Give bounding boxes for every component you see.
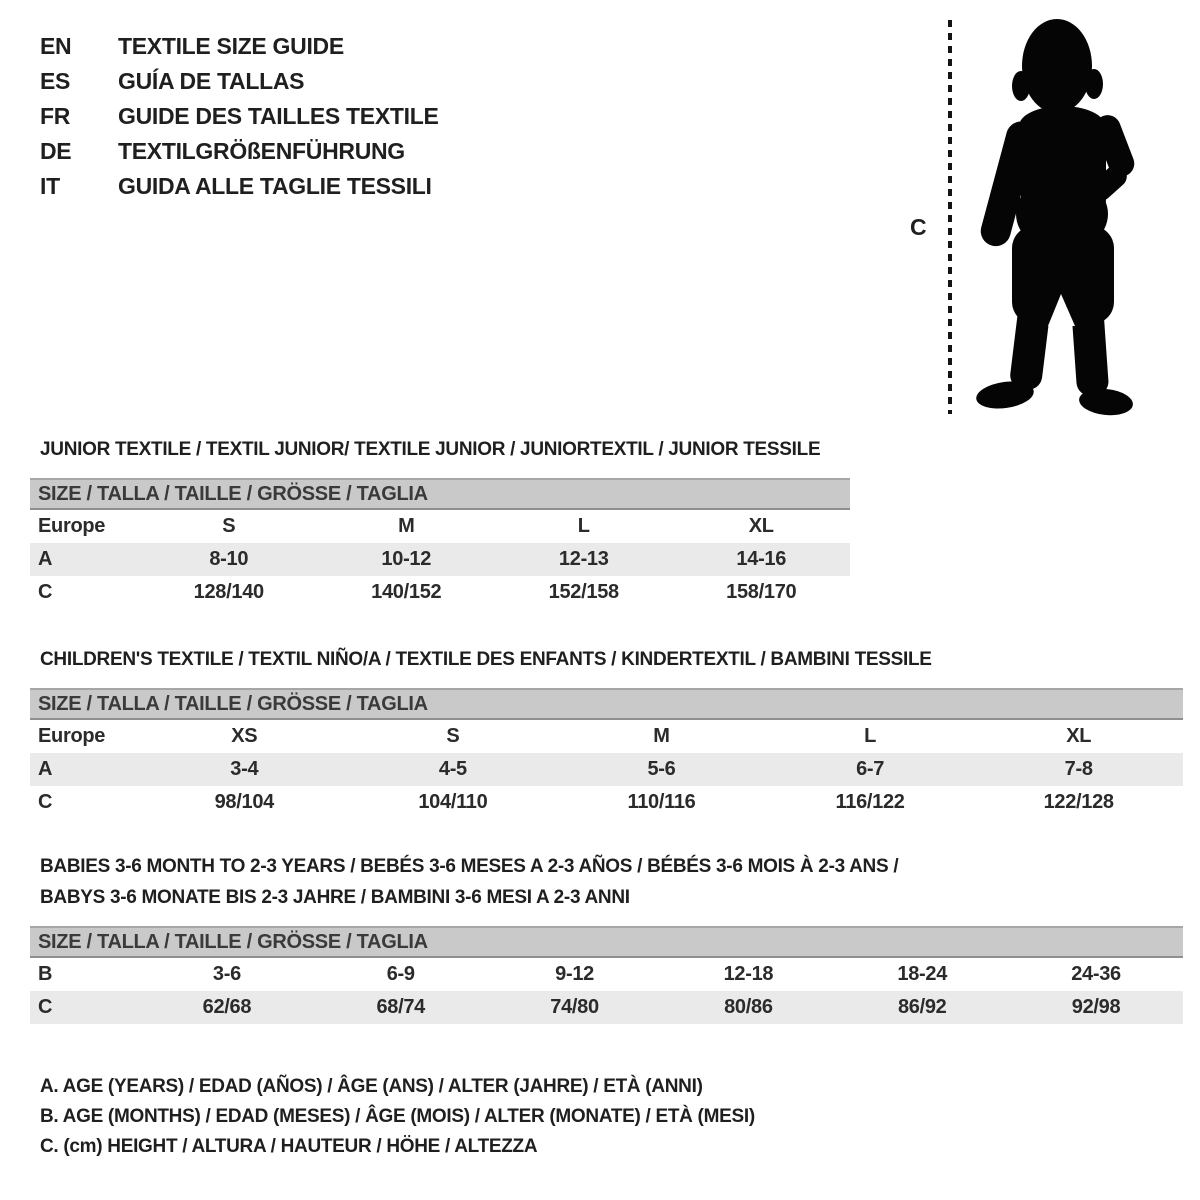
table-row bbox=[30, 991, 1183, 1024]
table-cell: 80/86 bbox=[724, 996, 773, 1018]
table-cell: 14-16 bbox=[736, 548, 787, 570]
legend-line-a: A. AGE (YEARS) / EDAD (AÑOS) / ÂGE (ANS) / ALTER (JAHRE) / ETÀ (ANNI) bbox=[40, 1076, 703, 1097]
row-label: Europe bbox=[38, 515, 106, 537]
table-cell: M bbox=[398, 515, 415, 537]
row-label: A bbox=[38, 548, 53, 570]
language-row bbox=[40, 134, 439, 169]
table-cell: 140/152 bbox=[371, 581, 442, 603]
language-code: FR bbox=[40, 103, 71, 129]
row-label: C bbox=[38, 996, 53, 1018]
size-header-bar: SIZE / TALLA / TAILLE / GRÖSSE / TAGLIA bbox=[30, 478, 850, 510]
language-code: EN bbox=[40, 33, 72, 59]
table-cell: S bbox=[222, 515, 236, 537]
language-title: TEXTILGRÖßENFÜHRUNG bbox=[118, 138, 405, 164]
childrens-textile-title: CHILDREN'S TEXTILE / TEXTIL NIÑO/A / TEXTILE DES ENFANTS / KINDERTEXTIL / BAMBINI TESSILE bbox=[40, 649, 932, 670]
table-cell: XL bbox=[748, 515, 774, 537]
table-cell: 68/74 bbox=[376, 996, 426, 1018]
language-code: DE bbox=[40, 138, 72, 164]
babies-title-line2: BABYS 3-6 MONATE BIS 2-3 JAHRE / BAMBINI 3-6 MESI A 2-3 ANNI bbox=[40, 887, 630, 908]
language-row bbox=[40, 169, 439, 204]
language-row bbox=[40, 29, 439, 64]
toddler-silhouette-icon bbox=[965, 14, 1140, 419]
table-cell: 74/80 bbox=[550, 996, 599, 1018]
table-row bbox=[30, 786, 1183, 819]
table-cell: 9-12 bbox=[555, 963, 594, 985]
row-label: B bbox=[38, 963, 53, 985]
table-row bbox=[30, 543, 850, 576]
babies-title-line1: BABIES 3-6 MONTH TO 2-3 YEARS / BEBÉS 3-6 MESES A 2-3 AÑOS / BÉBÉS 3-6 MOIS À 2-3 ANS / bbox=[40, 856, 899, 877]
table-cell: 152/158 bbox=[548, 581, 619, 603]
table-row bbox=[30, 576, 850, 609]
babies-textile-table bbox=[30, 926, 1183, 1024]
language-code: ES bbox=[40, 68, 71, 94]
table-cell: 12-13 bbox=[558, 548, 609, 570]
legend-line-c: C. (cm) HEIGHT / ALTURA / HAUTEUR / HÖHE / ALTEZZA bbox=[40, 1136, 538, 1157]
table-cell: 6-9 bbox=[386, 963, 415, 985]
table-cell: 110/116 bbox=[627, 791, 696, 813]
table-cell: 128/140 bbox=[193, 581, 264, 603]
table-cell: M bbox=[653, 725, 670, 747]
language-title: GUIDE DES TAILLES TEXTILE bbox=[118, 103, 439, 129]
table-cell: 3-6 bbox=[212, 963, 241, 985]
table-cell: 86/92 bbox=[897, 996, 947, 1018]
height-measure-label: C bbox=[910, 214, 927, 240]
table-cell: 3-4 bbox=[230, 758, 259, 780]
childrens-textile-table bbox=[30, 688, 1183, 819]
junior-textile-table bbox=[30, 478, 850, 609]
table-cell: 122/128 bbox=[1043, 791, 1114, 813]
legend bbox=[40, 1072, 755, 1162]
size-header-bar: SIZE / TALLA / TAILLE / GRÖSSE / TAGLIA bbox=[30, 926, 1183, 958]
table-row bbox=[30, 753, 1183, 786]
legend-line-b: B. AGE (MONTHS) / EDAD (MESES) / ÂGE (MOIS) / ALTER (MONATE) / ETÀ (MESI) bbox=[40, 1106, 755, 1127]
table-cell: S bbox=[446, 725, 460, 747]
table-cell: 8-10 bbox=[209, 548, 249, 570]
table-cell: 104/110 bbox=[418, 791, 488, 813]
language-row bbox=[40, 64, 439, 99]
language-list bbox=[40, 29, 439, 204]
table-cell: 4-5 bbox=[438, 758, 467, 780]
row-label: C bbox=[38, 581, 53, 603]
table-cell: 92/98 bbox=[1071, 996, 1121, 1018]
table-cell: XS bbox=[231, 725, 258, 747]
table-cell: 7-8 bbox=[1064, 758, 1093, 780]
table-row bbox=[30, 510, 850, 543]
height-measure-dashed-line bbox=[948, 20, 952, 414]
size-header-bar: SIZE / TALLA / TAILLE / GRÖSSE / TAGLIA bbox=[30, 688, 1183, 720]
table-row bbox=[30, 958, 1183, 991]
table-cell: L bbox=[864, 725, 877, 747]
language-code: IT bbox=[40, 173, 60, 199]
row-label: A bbox=[38, 758, 53, 780]
row-label: Europe bbox=[38, 725, 106, 747]
table-cell: 6-7 bbox=[856, 758, 885, 780]
table-cell: 158/170 bbox=[726, 581, 797, 603]
table-cell: 98/104 bbox=[214, 791, 274, 813]
table-cell: 12-18 bbox=[723, 963, 774, 985]
language-title: GUIDA ALLE TAGLIE TESSILI bbox=[118, 173, 432, 199]
table-cell: XL bbox=[1066, 725, 1092, 747]
table-cell: L bbox=[577, 515, 590, 537]
table-cell: 24-36 bbox=[1071, 963, 1121, 985]
table-cell: 5-6 bbox=[647, 758, 676, 780]
table-cell: 116/122 bbox=[835, 791, 905, 813]
table-row bbox=[30, 720, 1183, 753]
language-title: TEXTILE SIZE GUIDE bbox=[118, 33, 344, 59]
table-cell: 10-12 bbox=[381, 548, 432, 570]
table-cell: 18-24 bbox=[897, 963, 948, 985]
table-cell: 62/68 bbox=[202, 996, 252, 1018]
junior-textile-title: JUNIOR TEXTILE / TEXTIL JUNIOR/ TEXTILE JUNIOR / JUNIORTEXTIL / JUNIOR TESSILE bbox=[40, 439, 821, 460]
language-row bbox=[40, 99, 439, 134]
row-label: C bbox=[38, 791, 53, 813]
language-title: GUÍA DE TALLAS bbox=[118, 68, 305, 94]
